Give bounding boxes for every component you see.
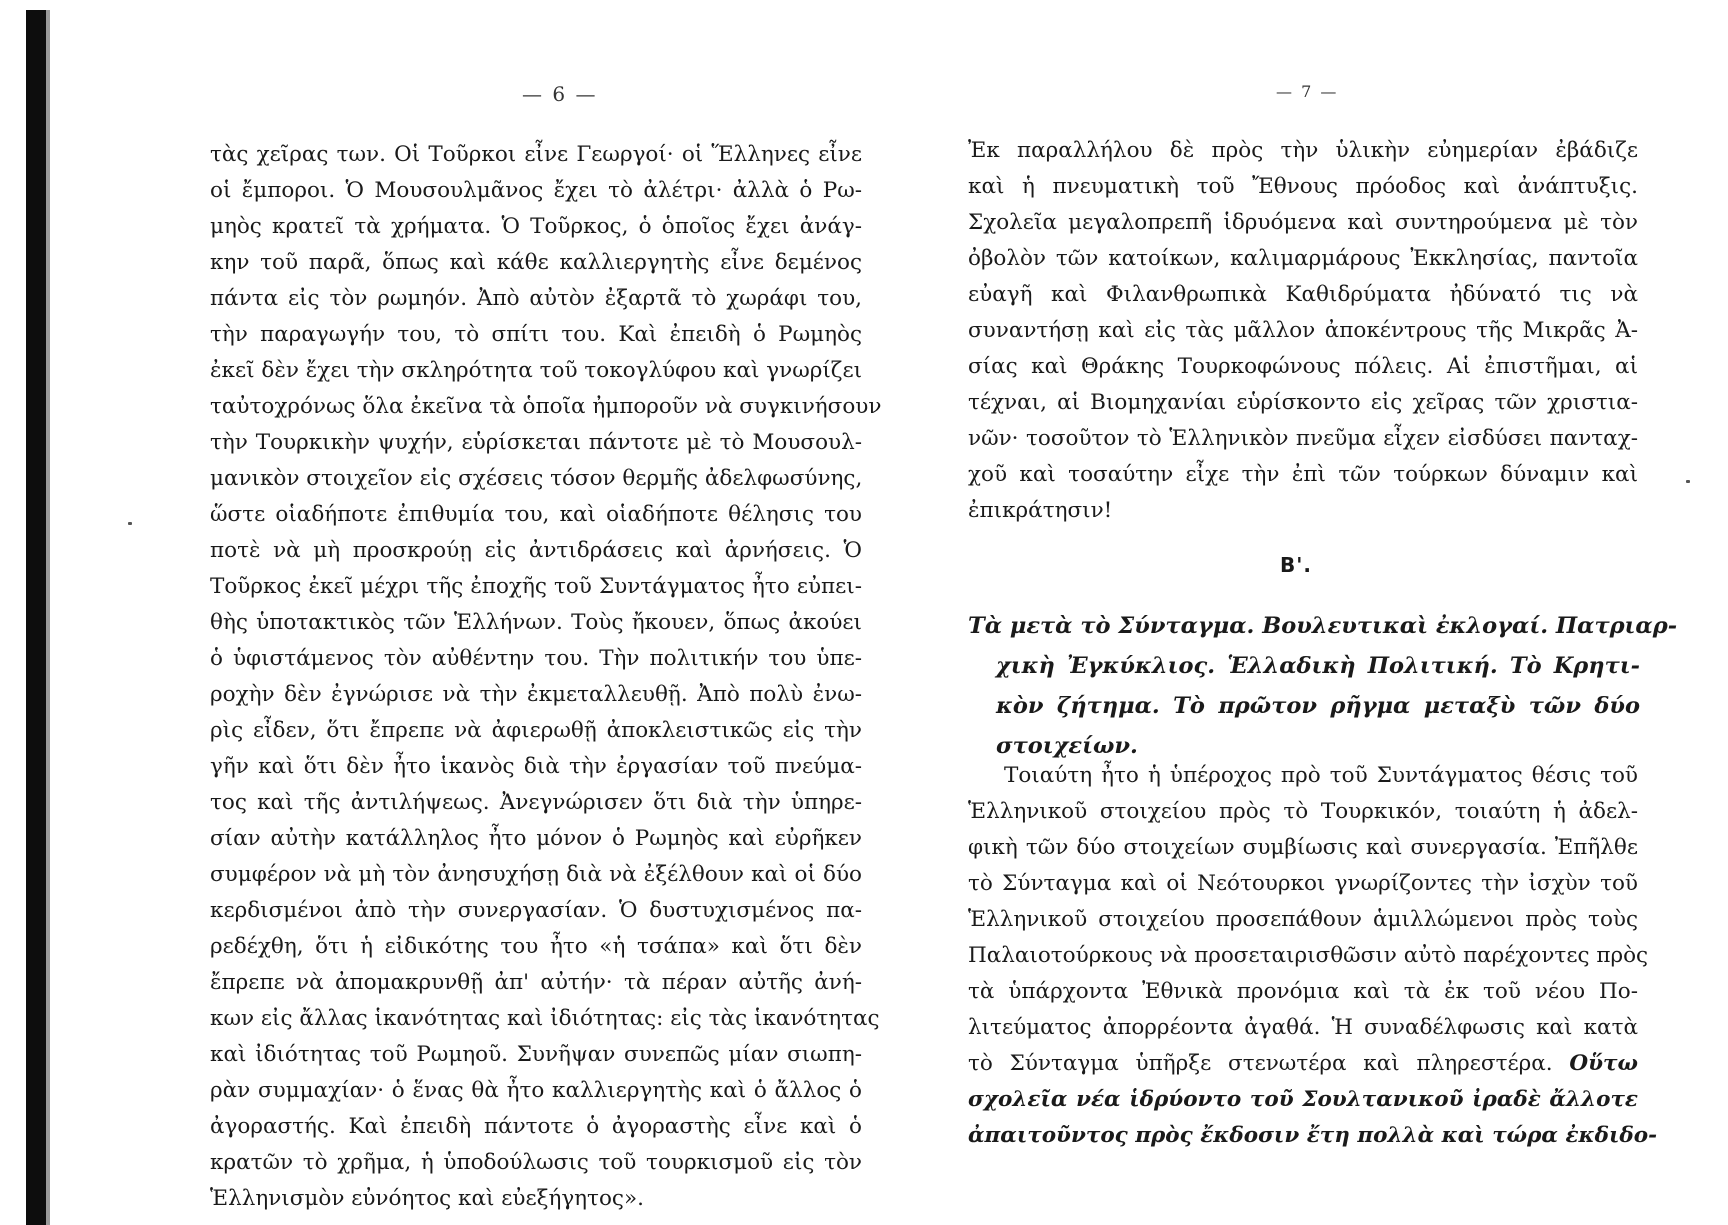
text-line: Ἑλληνικοῦ στοιχείου προσεπάθουν ἁμιλλώμενοι πρὸς τοὺς bbox=[968, 907, 1638, 932]
text-line: ὁ ὑφιστάμενος τὸν αὐθέντην του. Τὴν πολιτικήν του ὑπε- bbox=[210, 646, 862, 671]
text-line: ὥστε οἱαδήποτε ἐπιθυμία του, καὶ οἱαδήποτε θέλησις του bbox=[210, 502, 862, 527]
heading-line: στοιχείων. bbox=[996, 733, 1138, 759]
text-line: τὴν Τουρκικὴν ψυχήν, εὑρίσκεται πάντοτε μὲ τὸ Μουσουλ- bbox=[210, 430, 862, 455]
text-fragment: τὸ Σύνταγμα ὑπῆρξε στενωτέρα καὶ πληρεστέρα. bbox=[968, 1051, 1570, 1076]
text-line: οἱ ἔμποροι. Ὁ Μουσουλμᾶνος ἔχει τὸ ἀλέτρι· ἀλλὰ ὁ Ρω- bbox=[210, 178, 862, 203]
text-line: Ἑλληνικοῦ στοιχείου πρὸς τὸ Τουρκικόν, τοιαύτη ἡ ἀδελ- bbox=[968, 799, 1638, 824]
text-line: Τοιαύτη ἦτο ἡ ὑπέροχος πρὸ τοῦ Συντάγματος θέσις τοῦ bbox=[1004, 763, 1638, 788]
text-line: τος καὶ τῆς ἀντιλήψεως. Ἀνεγνώρισεν ὅτι διὰ τὴν ὑπηρε- bbox=[210, 790, 862, 815]
text-line: κων εἰς ἄλλας ἱκανότητας καὶ ἰδιότητας: εἰς τὰς ἱκανότητας bbox=[210, 1006, 880, 1031]
text-line: Παλαιοτούρκους νὰ προσεταιρισθῶσιν αὐτὸ παρέχοντες πρὸς bbox=[968, 943, 1649, 968]
text-line: θὴς ὑποτακτικὸς τῶν Ἑλλήνων. Τοὺς ἤκουεν, ὅπως ἀκούει bbox=[210, 610, 862, 635]
text-line: λιτεύματος ἀπορρέοντα ἀγαθά. Ἡ συναδέλφωσις καὶ κατὰ bbox=[968, 1015, 1638, 1040]
text-line: καὶ ἰδιότητας τοῦ Ρωμηοῦ. Συνῆψαν συνεπῶς μίαν σιωπη- bbox=[210, 1042, 862, 1067]
right-page-body-text bbox=[968, 758, 1657, 1154]
text-line bbox=[968, 1046, 1638, 1082]
text-line: γῆν καὶ ὅτι δὲν ἦτο ἱκανὸς διὰ τὴν ἐργασίαν τοῦ πνεύμα- bbox=[210, 754, 862, 779]
section-letter: Β'. bbox=[1280, 553, 1312, 577]
text-line: Ἐκ παραλλήλου δὲ πρὸς τὴν ὑλικὴν εὐημερίαν ἐβάδιζε bbox=[968, 138, 1638, 163]
text-line: εὐαγῆ καὶ Φιλανθρωπικὰ Καθιδρύματα ἠδύνατό τις νὰ bbox=[968, 282, 1638, 307]
page-edge-shadow bbox=[26, 10, 46, 1225]
text-line: σίαν αὐτὴν κατάλληλος ἦτο μόνον ὁ Ρωμηὸς καὶ εὐρῆκεν bbox=[210, 826, 862, 851]
text-line: νῶν· τοσοῦτον τὸ Ἑλληνικὸν πνεῦμα εἶχεν εἰσδύσει πανταχ- bbox=[968, 426, 1638, 451]
text-line: μανικὸν στοιχεῖον εἰς σχέσεις τόσον θερμῆς ἀδελφωσύνης, bbox=[210, 466, 863, 491]
left-page-number: — 6 — bbox=[522, 82, 598, 106]
left-page-text bbox=[210, 137, 882, 1217]
text-line: ἔπρεπε νὰ ἀπομακρυνθῇ ἀπ' αὐτήν· τὰ πέραν αὐτῆς ἀνή- bbox=[210, 970, 862, 995]
text-line: τὴν παραγωγήν του, τὸ σπίτι του. Καὶ ἐπειδὴ ὁ Ρωμηὸς bbox=[210, 322, 862, 347]
text-line: κην τοῦ παρᾶ, ὅπως καὶ κάθε καλλιεργητὴς εἶνε δεμένος bbox=[210, 250, 862, 275]
text-line: ταὐτοχρόνως ὅλα ἐκεῖνα τὰ ὁποῖα ἠμποροῦν νὰ συγκινήσουν bbox=[210, 394, 882, 419]
page-edge-gradient bbox=[46, 10, 50, 1225]
bold-text-fragment: Οὕτω bbox=[1569, 1051, 1638, 1076]
right-page-number: — 7 — bbox=[1276, 82, 1339, 101]
heading-line: Τὰ μετὰ τὸ Σύνταγμα. Βουλευτικαὶ ἐκλογαί. Πατριαρ- bbox=[968, 613, 1678, 639]
text-line: ἐπικράτησιν! bbox=[968, 498, 1113, 523]
text-line: κρατῶν τὸ χρῆμα, ἡ ὑποδούλωσις τοῦ τουρκισμοῦ εἰς τὸν bbox=[210, 1150, 862, 1175]
text-line: τὰς χεῖρας των. Οἱ Τοῦρκοι εἶνε Γεωργοί· οἱ Ἕλληνες εἶνε bbox=[210, 142, 862, 167]
text-line: πάντα εἰς τὸν ρωμηόν. Ἀπὸ αὐτὸν ἐξαρτᾶ τὸ χωράφι του, bbox=[210, 286, 862, 311]
text-line: τὸ Σύνταγμα καὶ οἱ Νεότουρκοι γνωρίζοντες τὴν ἰσχὺν τοῦ bbox=[968, 871, 1638, 896]
text-line: Σχολεῖα μεγαλοπρεπῆ ἱδρυόμενα καὶ συντηρούμενα μὲ τὸν bbox=[968, 210, 1638, 235]
bold-text-line: σχολεῖα νέα ἱδρύοντο τοῦ Σουλτανικοῦ ἰραδὲ ἄλλοτε bbox=[968, 1087, 1638, 1112]
text-line: ὀβολὸν τῶν κατοίκων, καλιμαρμάρους Ἐκκλησίας, παντοῖα bbox=[968, 246, 1638, 271]
right-page-intro-text bbox=[968, 133, 1638, 529]
text-line: ρὶς εἶδεν, ὅτι ἔπρεπε νὰ ἀφιερωθῇ ἀποκλειστικῶς εἰς τὴν bbox=[210, 718, 862, 743]
text-line: ρεδέχθη, ὅτι ἡ εἰδικότης του ἦτο «ἡ τσάπα» καὶ ὅτι δὲν bbox=[210, 934, 862, 959]
text-line: μηὸς κρατεῖ τὰ χρήματα. Ὁ Τοῦρκος, ὁ ὁποῖος ἔχει ἀνάγ- bbox=[210, 214, 862, 239]
text-line: καὶ ἡ πνευματικὴ τοῦ Ἔθνους πρόοδος καὶ ἀνάπτυξις. bbox=[968, 174, 1638, 199]
chapter-heading bbox=[968, 606, 1678, 766]
text-line: ροχὴν δὲν ἐγνώρισε νὰ τὴν ἐκμεταλλευθῇ. Ἀπὸ πολὺ ἐνω- bbox=[210, 682, 862, 707]
text-line: ἐκεῖ δὲν ἔχει τὴν σκληρότητα τοῦ τοκογλύφου καὶ γνωρίζει bbox=[210, 358, 863, 383]
text-line: κερδισμένοι ἀπὸ τὴν συνεργασίαν. Ὁ δυστυχισμένος πα- bbox=[210, 898, 862, 923]
text-line: Τοῦρκος ἐκεῖ μέχρι τῆς ἐποχῆς τοῦ Συντάγματος ἦτο εὐπει- bbox=[210, 574, 862, 599]
text-line: ποτὲ νὰ μὴ προσκρούῃ εἰς ἀντιδράσεις καὶ ἀρνήσεις. Ὁ bbox=[210, 538, 862, 563]
scan-speck bbox=[128, 522, 132, 525]
text-line: Ἑλληνισμὸν εὐνόητος καὶ εὐεξήγητος». bbox=[210, 1186, 644, 1211]
text-line: τέχναι, αἱ Βιομηχανίαι εὑρίσκοντο εἰς χεῖρας τῶν χριστια- bbox=[968, 390, 1638, 415]
text-line: τὰ ὑπάρχοντα Ἐθνικὰ προνόμια καὶ τὰ ἐκ τοῦ νέου Πο- bbox=[968, 979, 1638, 1004]
text-line: ρὰν συμμαχίαν· ὁ ἕνας θὰ ἦτο καλλιεργητὴς καὶ ὁ ἄλλος ὁ bbox=[210, 1078, 862, 1103]
text-line: φικὴ τῶν δύο στοιχείων συμβίωσις καὶ συνεργασία. Ἐπῆλθε bbox=[968, 835, 1638, 860]
text-line: χοῦ καὶ τοσαύτην εἶχε τὴν ἐπὶ τῶν τούρκων δύναμιν καὶ bbox=[968, 462, 1638, 487]
heading-line: χικὴ Ἐγκύκλιος. Ἑλλαδικὴ Πολιτική. Τὸ Κρητι- bbox=[996, 653, 1640, 679]
text-line: συναντήσῃ καὶ εἰς τὰς μᾶλλον ἀποκέντρους τῆς Μικρᾶς Ἀ- bbox=[968, 318, 1638, 343]
heading-line: κὸν ζήτημα. Τὸ πρῶτον ρῆγμα μεταξὺ τῶν δύο bbox=[996, 693, 1640, 719]
text-line: ἀγοραστής. Καὶ ἐπειδὴ πάντοτε ὁ ἀγοραστὴς εἶνε καὶ ὁ bbox=[210, 1114, 862, 1139]
text-line: σίας καὶ Θράκης Τουρκοφώνους πόλεις. Αἱ ἐπιστῆμαι, αἱ bbox=[968, 354, 1638, 379]
text-line: συμφέρον νὰ μὴ τὸν ἀνησυχήσῃ διὰ νὰ ἐξέλθουν καὶ οἱ δύο bbox=[210, 862, 862, 887]
bold-text-line: ἀπαιτοῦντος πρὸς ἔκδοσιν ἔτη πολλὰ καὶ τώρα ἐκδιδο- bbox=[968, 1123, 1657, 1148]
scan-speck bbox=[1686, 480, 1690, 483]
